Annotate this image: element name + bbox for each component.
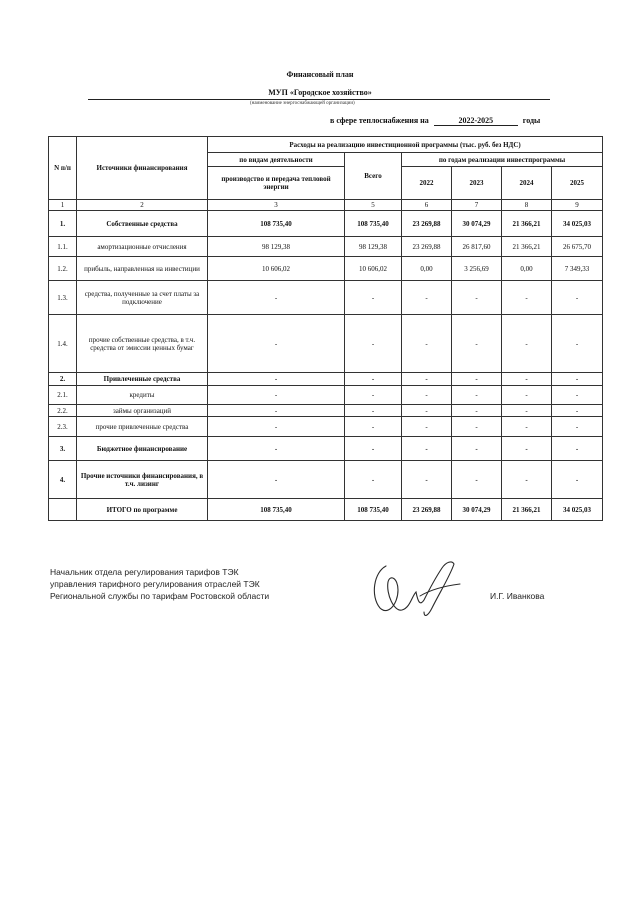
row-activity: - xyxy=(208,386,345,405)
row-total: 108 735,40 xyxy=(345,499,402,521)
row-total: - xyxy=(345,315,402,373)
row-num: 1.4. xyxy=(49,315,77,373)
row-2023: 30 074,29 xyxy=(452,499,502,521)
period-suffix: годы xyxy=(522,116,541,125)
organization-caption: (наименование энергоснабжающей организации) xyxy=(250,101,355,106)
row-2023: - xyxy=(452,373,502,386)
row-num xyxy=(49,499,77,521)
row-num: 3. xyxy=(49,437,77,461)
table-row xyxy=(49,373,603,386)
row-num: 2.3. xyxy=(49,417,77,437)
row-total: - xyxy=(345,373,402,386)
table-row xyxy=(49,257,603,281)
row-num: 2.1. xyxy=(49,386,77,405)
position-line: управления тарифного регулирования отраслей ТЭК xyxy=(50,579,260,589)
row-name: амортизационные отчисления xyxy=(77,237,208,257)
row-2023: 26 817,60 xyxy=(452,237,502,257)
index-cell: 3 xyxy=(208,200,345,211)
row-total: - xyxy=(345,461,402,499)
row-num: 1.3. xyxy=(49,281,77,315)
row-2023: - xyxy=(452,281,502,315)
row-2024: - xyxy=(502,437,552,461)
row-activity: - xyxy=(208,417,345,437)
row-num: 2. xyxy=(49,373,77,386)
position-line: Начальник отдела регулирования тарифов ТЭК xyxy=(50,567,239,577)
row-2025: 7 349,33 xyxy=(552,257,603,281)
row-activity: - xyxy=(208,281,345,315)
row-2024: - xyxy=(502,281,552,315)
handwritten-signature xyxy=(368,552,468,622)
row-2022: 23 269,88 xyxy=(402,499,452,521)
row-activity: 10 606,02 xyxy=(208,257,345,281)
row-total: - xyxy=(345,386,402,405)
table-row xyxy=(49,437,603,461)
row-2024: 0,00 xyxy=(502,257,552,281)
row-num: 4. xyxy=(49,461,77,499)
row-2022: - xyxy=(402,386,452,405)
row-2023: 30 074,29 xyxy=(452,211,502,237)
row-2025: - xyxy=(552,461,603,499)
row-name: прибыль, направленная на инвестиции xyxy=(77,257,208,281)
row-2025: - xyxy=(552,417,603,437)
row-2023: 3 256,69 xyxy=(452,257,502,281)
row-activity: 98 129,38 xyxy=(208,237,345,257)
row-name: прочие привлеченные средства xyxy=(77,417,208,437)
table-row xyxy=(49,211,603,237)
row-2025: - xyxy=(552,315,603,373)
row-2022: 23 269,88 xyxy=(402,211,452,237)
index-cell: 7 xyxy=(452,200,502,211)
table-row xyxy=(49,281,603,315)
row-2025: - xyxy=(552,405,603,417)
row-activity: 108 735,40 xyxy=(208,499,345,521)
row-2023: - xyxy=(452,405,502,417)
header-year: 2023 xyxy=(452,167,502,200)
row-2022: 0,00 xyxy=(402,257,452,281)
signatory-position xyxy=(50,566,269,602)
row-2023: - xyxy=(452,461,502,499)
row-total: 108 735,40 xyxy=(345,211,402,237)
row-activity: 108 735,40 xyxy=(208,211,345,237)
index-cell: 1 xyxy=(49,200,77,211)
row-2024: 21 366,21 xyxy=(502,211,552,237)
header-year: 2022 xyxy=(402,167,452,200)
row-num: 2.2. xyxy=(49,405,77,417)
row-2022: - xyxy=(402,461,452,499)
row-2025: - xyxy=(552,281,603,315)
index-row xyxy=(49,200,603,211)
row-total: - xyxy=(345,437,402,461)
row-name: Привлеченные средства xyxy=(77,373,208,386)
row-2024: - xyxy=(502,417,552,437)
row-name: займы организаций xyxy=(77,405,208,417)
row-num: 1. xyxy=(49,211,77,237)
header-expenses: Расходы на реализацию инвестиционной программы (тыс. руб. без НДС) xyxy=(208,137,603,153)
row-2024: - xyxy=(502,315,552,373)
signatory-name: И.Г. Иванкова xyxy=(490,591,545,601)
row-2022: - xyxy=(402,281,452,315)
row-total: - xyxy=(345,417,402,437)
row-total: 98 129,38 xyxy=(345,237,402,257)
row-2024: - xyxy=(502,373,552,386)
row-name: ИТОГО по программе xyxy=(77,499,208,521)
row-total: 10 606,02 xyxy=(345,257,402,281)
row-2025: 34 025,03 xyxy=(552,499,603,521)
row-name: прочие собственные средства, в т.ч. средства от эмиссии ценных бумаг xyxy=(77,315,208,373)
row-2022: - xyxy=(402,315,452,373)
index-cell: 9 xyxy=(552,200,603,211)
row-2024: 21 366,21 xyxy=(502,237,552,257)
row-2024: - xyxy=(502,405,552,417)
table-row xyxy=(49,237,603,257)
header-total: Всего xyxy=(345,153,402,200)
index-cell: 2 xyxy=(77,200,208,211)
row-2025: - xyxy=(552,386,603,405)
row-name: Бюджетное финансирование xyxy=(77,437,208,461)
row-2025: 34 025,03 xyxy=(552,211,603,237)
row-activity: - xyxy=(208,315,345,373)
header-activity-heat: производство и передача тепловой энергии xyxy=(208,167,345,200)
period-years: 2022-2025 xyxy=(434,116,518,126)
header-sources: Источники финансирования xyxy=(77,137,208,200)
row-total: - xyxy=(345,281,402,315)
position-line: Региональной службы по тарифам Ростовской области xyxy=(50,591,270,601)
row-name: Прочие источники финансирования, в т.ч. лизинг xyxy=(77,461,208,499)
organization-underline xyxy=(88,99,550,100)
row-2023: - xyxy=(452,315,502,373)
row-name: Собственные средства xyxy=(77,211,208,237)
row-activity: - xyxy=(208,373,345,386)
row-2024: - xyxy=(502,461,552,499)
row-2025: 26 675,70 xyxy=(552,237,603,257)
row-2025: - xyxy=(552,373,603,386)
row-name: кредиты xyxy=(77,386,208,405)
financial-plan-table xyxy=(48,136,603,521)
header-num: N п/п xyxy=(49,137,77,200)
row-2022: - xyxy=(402,437,452,461)
header-year: 2024 xyxy=(502,167,552,200)
row-2024: 21 366,21 xyxy=(502,499,552,521)
row-2024: - xyxy=(502,386,552,405)
row-name: средства, полученные за счет платы за подключение xyxy=(77,281,208,315)
table-row xyxy=(49,461,603,499)
header-by-activity: по видам деятельности xyxy=(208,153,345,167)
header-by-years: по годам реализации инвестпрограммы xyxy=(402,153,603,167)
table-row xyxy=(49,386,603,405)
row-2025: - xyxy=(552,437,603,461)
row-total: - xyxy=(345,405,402,417)
row-2023: - xyxy=(452,386,502,405)
period-line xyxy=(330,116,540,126)
table-row xyxy=(49,405,603,417)
row-2023: - xyxy=(452,437,502,461)
period-prefix: в сфере теплоснабжения на xyxy=(330,116,429,125)
row-2022: - xyxy=(402,417,452,437)
row-2022: - xyxy=(402,405,452,417)
table-row xyxy=(49,417,603,437)
row-activity: - xyxy=(208,405,345,417)
row-2022: 23 269,88 xyxy=(402,237,452,257)
index-cell: 6 xyxy=(402,200,452,211)
row-activity: - xyxy=(208,437,345,461)
table-row xyxy=(49,315,603,373)
total-row xyxy=(49,499,603,521)
row-num: 1.1. xyxy=(49,237,77,257)
organization-name: МУП «Городское хозяйство» xyxy=(268,88,372,97)
row-activity: - xyxy=(208,461,345,499)
index-cell: 8 xyxy=(502,200,552,211)
document-title: Финансовый план xyxy=(286,70,354,79)
row-2022: - xyxy=(402,373,452,386)
index-cell: 5 xyxy=(345,200,402,211)
header-year: 2025 xyxy=(552,167,603,200)
row-num: 1.2. xyxy=(49,257,77,281)
row-2023: - xyxy=(452,417,502,437)
